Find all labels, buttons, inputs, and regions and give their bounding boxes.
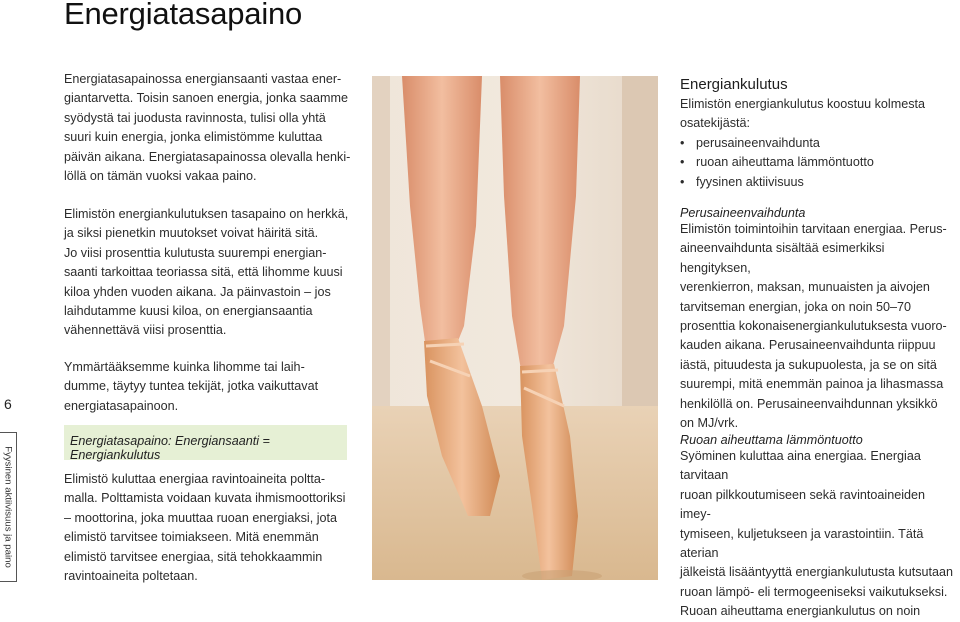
subsection-heading: Ruoan aiheuttama lämmöntuotto xyxy=(680,433,863,447)
chapter-side-label-text: Fyysinen aktiivisuus ja paino xyxy=(2,446,14,568)
basal-metabolism-section xyxy=(680,206,958,433)
section-intro: Elimistön energiankulutus koostuu kolmesta osatekijästä: xyxy=(680,97,926,131)
page-number: 6 xyxy=(4,396,12,412)
list-item: • fyysinen aktiivisuus xyxy=(680,173,958,192)
section-heading: Energiankulutus xyxy=(680,76,788,93)
intro-paragraph: Energiatasapainossa energiansaanti vastaa ener- giantarvetta. Toisin sanoen energia, jonka saamme syödystä tai juodusta ravinnosta, tulisi olla yhtä suuri kuin energia, jonka elimistömme kuluttaa päivän aikana. Energiatasapainossa olevalla henki- löllä on tämän vuoksi vakaa paino. xyxy=(64,72,351,184)
list-item: • perusaineenvaihdunta xyxy=(680,134,958,153)
ballet-photo xyxy=(372,76,658,580)
ballet-pointe-shoes-illustration xyxy=(372,76,658,580)
chapter-side-label xyxy=(0,432,17,582)
balance-paragraph: Elimistön energiankulutuksen tasapaino on herkkä, ja siksi pienetkin muutokset voivat häiritä sitä. Jo viisi prosenttia kulutusta suurempi energian- saanti tarkoittaa teoriassa sitä, että lihomme kuusi kiloa yhden vuoden aikana. Ja päinvastoin – jos laihdutamme kuusi kiloa, on energiansaantia vähennettävä viisi prosenttia. xyxy=(64,207,349,338)
page-title: Energiatasapaino xyxy=(64,0,303,31)
thermogenesis-section xyxy=(680,433,958,622)
bullet-icon: • xyxy=(680,155,685,170)
bullet-icon: • xyxy=(680,174,685,189)
energy-consumption-section xyxy=(680,76,958,192)
engine-paragraph: Elimistö kuluttaa energiaa ravintoaineita poltta- malla. Polttamista voidaan kuvata ihmismoottoriksi – moottorina, joka muuttaa ruoan energiaksi, jota elimistö tarvitsee toimiakseen. Mitä enemmän elimistö tarvitsee energiaa, sitä tehokkaammin ravintoaineita poltetaan. xyxy=(64,472,346,584)
subsection-heading: Perusaineenvaihdunta xyxy=(680,206,806,220)
component-list xyxy=(680,134,958,192)
list-item: • ruoan aiheuttama lämmöntuotto xyxy=(680,153,958,172)
formula-box xyxy=(64,425,347,460)
factors-paragraph: Ymmärtääksemme kuinka lihomme tai laih- dumme, täytyy tuntea tekijät, jotka vaikuttavat energiatasapainoon. xyxy=(64,360,319,413)
subsection-text: Elimistön toimintoihin tarvitaan energiaa. Perus- aineenvaihdunta sisältää esimerkiksi hengityksen, verenkierron, maksan, munuaisten ja aivojen tarvitseman energian, joka on noin 50–70 prosenttia kokonaisenergiankulutuksesta vuoro- kauden aikana. Perusaineenvaihdunta riippuu iästä, pituudesta ja sukupuolesta, ja se on sitä suurempi, mitä enemmän painoa ja lihasmassa henkilöllä on. Perusaineenvaihdunnan yksikkö on MJ/vrk. xyxy=(680,222,947,431)
bullet-icon: • xyxy=(680,135,685,150)
subsection-text: Syöminen kuluttaa aina energiaa. Energiaa tarvitaan ruoan pilkkoutumiseen sekä ravintoaineiden imey- tymiseen, kuljetukseen ja varastointiin. Tätä aterian jälkeistä lisääntyyttä energiankulutusta kutsutaan ruoan lämpö- eli termogeeniseksi vaikutukseksi. Ruoan aiheuttama energiankulutus on noin xyxy=(680,449,954,619)
formula-text: Energiatasapaino: Energiansaanti = Energiankulutus xyxy=(70,434,270,462)
